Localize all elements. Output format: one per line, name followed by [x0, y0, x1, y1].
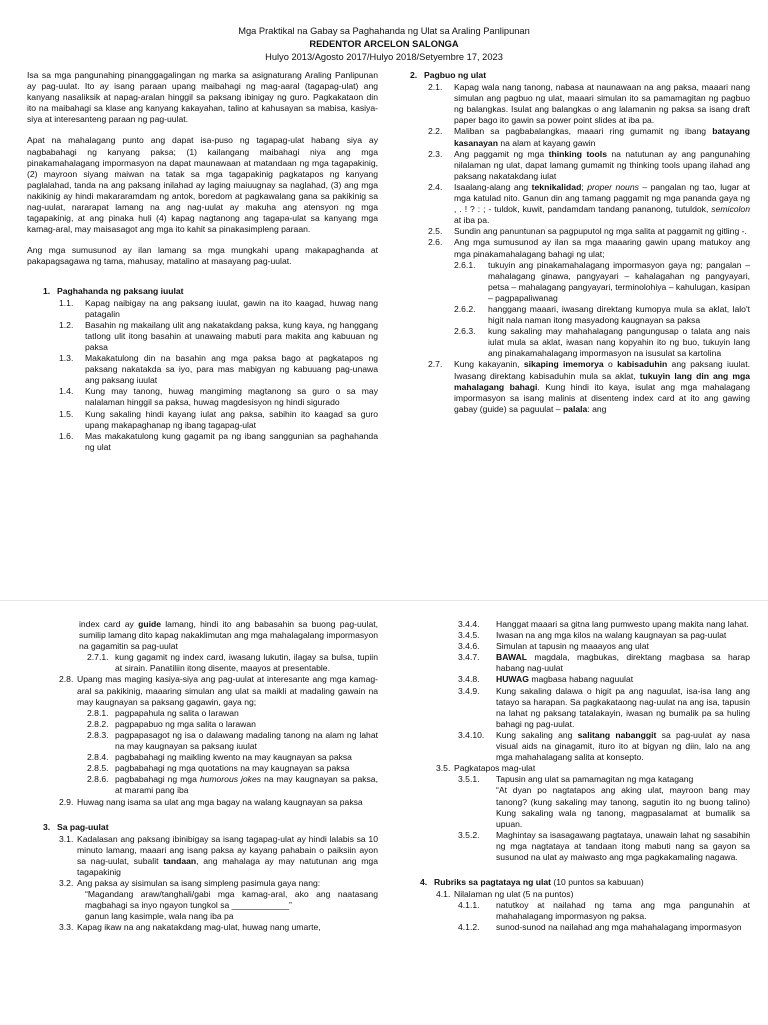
list-item: 3.2. Ang paksa ay sisimulan sa isang simpleng pasimula gaya nang: [59, 878, 321, 889]
list-item: 2.9. Huwag nang isama sa ulat ang mga bagay na walang kaugnayan sa paksa [59, 796, 363, 807]
list-item: 4.1. Nilalaman ng ulat (5 na puntos) [436, 889, 574, 900]
list-item: 2.7. Kung kakayanin, sikaping imemorya o kabisaduhin ang paksang iuulat. Iwasang direktang kabisaduhin mula sa aklat, tukuyin lang din ang mga mahalagang bahagi. Kung hindi ito kaya, isulat ang mga mahalagang impormasyon sa isang malinis at disenteng index card at ito ang gawing gabay (guide) sa paguulat – palala: ang [428, 359, 750, 414]
list-item: 3.4.5. Iwasan na ang mga kilos na walang kaugnayan sa pag-uulat [458, 630, 727, 641]
section-4-heading: 4. Rubriks sa pagtataya ng ulat (10 puntos sa kabuuan) [420, 877, 644, 888]
list-item: 3.5.2. Maghintay sa isasagawang pagtataya, unawain lahat ng sasabihin ng mga nagtataya at tandaan itong mabuti nang sa gayon sa susunod na ulat ay maiwasto ang mga pagkakamaling nagawa. [458, 829, 750, 862]
list-item: 3.4.6. Simulan at tapusin ng maaayos ang ulat [458, 641, 649, 652]
list-item: 2.8.1. pagpapahula ng salita o larawan [87, 707, 239, 718]
list-item: 1.2. Basahin ng makailang ulit ang nakatakdang paksa, kung kaya, ng hanggang tatlong ulit itong basahin at unawaing mabuti para makita ang kabuuan ng paksa [59, 319, 378, 352]
list-item: 2.8.3. pagpapasagot ng isa o dalawang madaling tanong na alam ng lahat na may kaugnayan sa paksang iuulat [87, 729, 378, 752]
page1-right-column [410, 70, 750, 415]
list-item: 1.1. Kapag naibigay na ang paksang iuulat, gawin na ito kaagad, huwag nang patagalin [59, 297, 378, 319]
list-item: 3.4.10. Kung sakaling ang salitang nabanggit sa pag-uulat ay nasa visual aids na ginagamit, ituro ito at bigyan ng diin, lalo na ang mga mahahalagang salita at konsepto. [458, 729, 750, 763]
document-title: Mga Praktikal na Gabay sa Paghahanda ng Ulat sa Araling Panlipunan [238, 26, 530, 36]
section-3-heading: 3. Sa pag-uulat [43, 821, 109, 832]
page2-left-column [27, 619, 378, 934]
list-item: 2.6.3. kung sakaling may mahahalagang pangungusap o talata ang nais iulat mula sa aklat, iwasan nang kopyahin ito ng buo, tukuyin lang ang pinakamahalagang impormasyon na isusulat sa kartolina [454, 326, 750, 359]
list-item: 2.4. Isaalang-alang ang teknikalidad; proper nouns – pangalan ng tao, lugar at mga katulad nito. Ganun din ang tamang paggamit ng mga pananda gaya ng , . ! ? : ; - tuldok, kuwit, pandamdam tandang pananong, tutuldok, semicolon at iba pa. [428, 181, 750, 226]
document-dates: Hulyo 2013/Agosto 2017/Hulyo 2018/Setyembre 17, 2023 [265, 52, 503, 62]
list-item: 2.8.2. pagpapabuo ng mga salita o larawan [87, 718, 256, 729]
page1-left-column [27, 70, 378, 453]
list-item: 3.5. Pagkatapos mag-ulat [436, 763, 536, 774]
list-item: 1.3. Makakatulong din na basahin ang mga paksa bago at pagkatapos ng paksang nakatakda sa iyo, para mas mabigyan ng kabuuang pag-unawa ang paksang iuulat [59, 353, 378, 386]
list-item: 3.4.9. Kung sakaling dalawa o higit pa ang naguulat, isa-isa lang ang tatayo sa harapan. Sa pagkakataong nag-uulat na ang isa, tapusin na lahat ng paksang tatalakayin, iwasan ng bumalik pa sa huling bahagi ng pag-uulat. [458, 685, 750, 729]
intro-paragraph-3: Ang mga sumusunod ay ilan lamang sa mga mungkahi upang makapaghanda at pakapagsagawa ng tama, mahusay, matalino at masayang pag-uulat. [27, 245, 378, 267]
list-item: 3.4.4. Hanggat maaari sa gitna lang pumwesto upang makita nang lahat. [458, 619, 749, 629]
list-item: 3.5.1. Tapusin ang ulat sa pamamagitan ng mga katagang [458, 774, 694, 785]
list-item: 3.3. Kapag ikaw na ang nakatakdang mag-ulat, huwag nang umarte, [59, 922, 321, 933]
document-header [0, 25, 768, 64]
list-item: 2.6. Ang mga sumusunod ay ilan sa mga maaaring gawin upang matukoy ang mga pinakamahalagang bahagi ng ulat; [428, 237, 750, 259]
list-item: 2.1. Kapag wala nang tanong, nabasa at naunawaan na ang paksa, maaari nang simulan ang pagbuo ng ulat, maaari simulan ito sa pamamagitan ng pagbuo ng balangkas. Isulat ang balangkas o ang lalamanin ng paksa sa isang draft paper bago ito gawin sa power point slides at iba pa. [428, 82, 750, 126]
list-item: 2.8.4. pagbabahagi ng maikling kwento na may kaugnayan sa paksa [87, 752, 352, 763]
list-item: 4.1.2. sunod-sunod na nailahad ang mga mahahalagang impormasyon [458, 922, 742, 933]
document-author: REDENTOR ARCELON SALONGA [309, 39, 459, 49]
sample-opening-quote: “Magandang araw/tanghali/gabi mga kamag-aral, ako ang naatasang magbahagi sa inyo ngayon tungkol sa ____________” [85, 889, 378, 911]
list-item: 2.8.6. pagbabahagi ng mga humorous jokes na may kaugnayan sa paksa, at marami pang iba [87, 774, 378, 796]
list-item: 3.4.8. HUWAG magbasa habang naguulat [458, 674, 634, 685]
list-item: 4.1.1. natutkoy at nailahad ng tama ang mga pangunahin at mahahalagang impormasyon ng paksa. [458, 900, 750, 922]
list-item: 2.8. Upang mas maging kasiya-siya ang pag-uulat at interesante ang mga kamag-aral sa pakikinig, maaaring simulan ang ulat sa maikli at madaling gawain na may kaugnayan sa paksang gagawin, gaya ng; [59, 674, 378, 707]
closing-quote: “At dyan po nagtatapos ang aking ulat, mayroon bang may tanong? (kung sakaling may tanong, sagutin ito ng buong talino) Kung sakaling wala ng tanong, magpasalamat at bumalik sa upuan. [496, 785, 750, 829]
list-item: 1.5. Kung sakaling hindi kayang iulat ang paksa, sabihin ito kaagad sa guro upang makapaghanap ng ibang tagapag-ulat [59, 408, 378, 430]
list-item: 2.5. Sundin ang panuntunan sa pagpuputol ng mga salita at paggamit ng gitling -. [428, 226, 747, 237]
list-item: 2.2. Maliban sa pagbabalangkas, maaari ring gumamit ng ibang batayang kasanayan na alam at kayang gawin [428, 126, 750, 148]
page2-right-column [410, 619, 750, 934]
list-item: 2.8.5. pagbabahagi ng mga quotations na may kaugnayan sa paksa [87, 763, 350, 774]
list-item: 2.7.1. kung gagamit ng index card, iwasang lukutin, ilagay sa bulsa, tupiin at sirain. Panatiliin itong disente, maayos at presentable. [87, 652, 378, 674]
document-page-2 [0, 600, 768, 1025]
list-item: 1.6. Mas makakatulong kung gagamit pa ng ibang sanggunian sa paghahanda ng ulat [59, 430, 378, 452]
list-item: 1.4. Kung may tanong, huwag mangiming magtanong sa guro o sa may nalalaman hinggil sa paksa, huwag magdesisyon ng hindi sigurado [59, 386, 378, 408]
list-item: 3.4.7. BAWAL magdala, magbukas, direktang magbasa sa harap habang nag-uulat [458, 652, 750, 674]
list-item: 2.6.1. tukuyin ang pinakamahalagang impormasyon gaya ng; pangalan – mahalagang ginawa, pangyayari – kahalagahan ng pangyayari, petsa – mahalagang pangyayari, terminolohiya – kahulugan, kasipan – pagpapaliwanag [454, 259, 750, 303]
intro-paragraph-1: Isa sa mga pangunahing pinanggagalingan ng marka sa asignaturang Araling Panlipunan ay pag-uulat. Ito ay isang paraan upang maibahagi ng mag-aaral (tagapag-ulat) ang kanyang nasaliksik at napag-aralan hinggil sa paksang ibinigay ng guro. Pagkakataon din ito na maibahagi sa klase ang kanyang kakayahan, talino at kahusayan sa mabisa, kasiya-siya at interesanteng paraan ng pag-uulat. [27, 70, 378, 125]
sample-opening-note: ganun lang kasimple, wala nang iba pa [85, 911, 234, 922]
list-item: 2.6.2. hanggang maaari, iwasang direktang kumopya mula sa aklat, lalo't higit nala naman itong masyadong kaugnayan sa paksa [454, 303, 750, 326]
section-1-heading: 1. Paghahanda ng paksang iuulat [43, 285, 184, 296]
intro-paragraph-2: Apat na mahalagang punto ang dapat isa-puso ng tagapag-ulat habang siya ay nagbabahagi ng kanyang paksa; (1) kailangang maibahagi niya ang mga pinakamahalagang impormasyon na dapat maunawaan at matandaan ng mga tagapakinig, (2) mayroon siyang maiwan na tatak sa mga tagapakinig pagkatapos ng kanyang paglalahad, tanda na ang paksang inilahad ay laging maiuugnay sa naglahad, (3) ang mga nakikinig ay hindi makararamdam ng antok, boredom at pagkawalang gana sa pakikinig sa nag-uulat, nararapat lamang na ang nag-uulat ay makuha ang atensyon ng mga tagapakinig, at ang pinaka huli (4) kapag nagtanong ang tagapa-ulat sa kanyang mga kamag-aral, may maisasagot ang mga ito kahit sa pinakasimpleng paraan. [27, 135, 378, 235]
section-2-heading: 2. Pagbuo ng ulat [410, 70, 487, 80]
continued-text: index card ay guide lamang, hindi ito ang babasahin sa buong pag-uulat, sumilip lamang dito kapag nakaklimutan ang mga mahalagalang impormasyon na gagamitin sa pag-uulat [79, 619, 378, 652]
list-item: 3.1. Kadalasan ang paksang ibinibigay sa isang tagapag-ulat ay hindi lalabis sa 10 minuto lamang, maaari ang isang paksa ay kayang pahabain o paiksiin ayon sa nag-uulat, subalit tandaan, ang mahalaga ay may natutunan ang mga tagapakinig [59, 833, 378, 877]
list-item: 2.3. Ang paggamit ng mga thinking tools na natutunan ay ang pangunahing nilalaman ng ulat, dapat lamang gumamit ng thinking tools upang ilahad ang paksang nakatakdang iulat [428, 148, 750, 181]
